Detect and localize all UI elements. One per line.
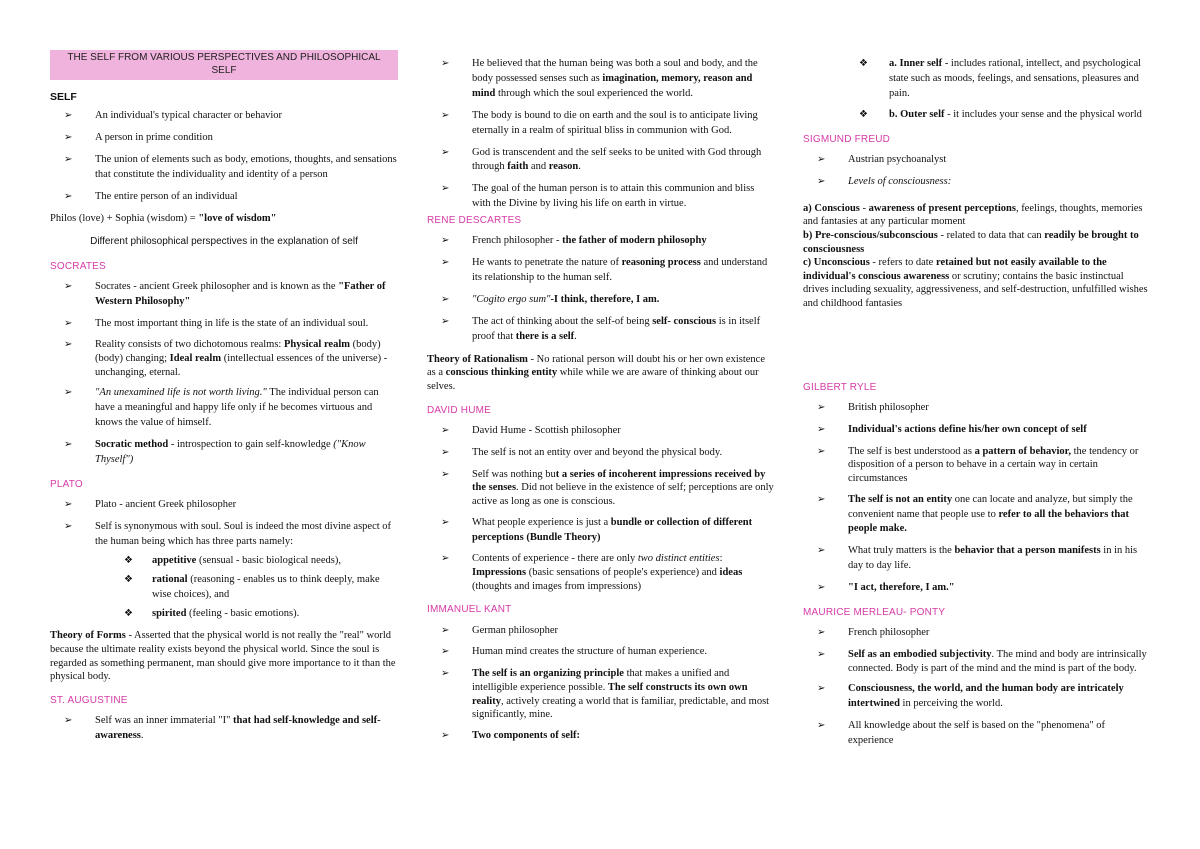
list-item: ➢ The self is not an entity one can locate and analyze, but simply the convenient name that people use to refer to all the behaviors that people make. <box>817 493 1133 535</box>
list-item: ➢ British philosopher <box>803 401 1151 416</box>
socrates-list <box>50 280 398 468</box>
arrow-bullet-icon: ➢ <box>817 423 826 435</box>
arrow-bullet-icon: ➢ <box>64 715 73 727</box>
arrow-bullet-icon: ➢ <box>441 624 450 636</box>
arrow-bullet-icon: ➢ <box>441 294 450 306</box>
list-item: ➢ Consciousness, the world, and the human body are intricately intertwined in perceiving the world. <box>817 683 1124 710</box>
arrow-bullet-icon: ➢ <box>817 493 826 505</box>
column-middle <box>427 57 775 751</box>
arrow-bullet-icon: ➢ <box>441 468 450 480</box>
perspectives-note: Different philosophical perspectives in the explanation of self <box>90 236 358 248</box>
list-item: ➢ What truly matters is the behavior that a person manifests in in his day to day life. <box>817 545 1138 572</box>
diamond-bullet-icon: ❖ <box>859 108 868 120</box>
list-item: ➢ The union of elements such as body, emotions, thoughts, and sensations that constitute the individuality and identity of a person <box>64 153 397 180</box>
diamond-bullet-icon: ❖ <box>124 554 133 566</box>
arrow-bullet-icon: ➢ <box>817 627 826 639</box>
descartes-list <box>427 234 775 344</box>
arrow-bullet-icon: ➢ <box>817 683 826 695</box>
list-item: ➢ Self was an inner immaterial "I" that had self-knowledge and self- awareness. <box>64 715 381 742</box>
list-item: ➢ Reality consists of two dichotomous realms: Physical realm (body) (body) changing; Ideal realm (intellectual essences of the universe) - unchanging, eternal. <box>64 339 388 378</box>
arrow-bullet-icon: ➢ <box>817 445 826 457</box>
arrow-bullet-icon: ➢ <box>64 520 73 532</box>
theory-of-forms: Theory of Forms - Asserted that the physical world is not really the "real" world because the ultimate reality exists beyond the physical world. Since the soul is regarded as something permanent, man should give more importance to it than the physical body. <box>50 630 396 683</box>
list-item: ➢ The self is not an entity over and beyond the physical body. <box>427 446 775 461</box>
document-title: THE SELF FROM VARIOUS PERSPECTIVES AND PHILOSOPHICAL SELF <box>50 50 398 80</box>
list-item: ➢ The most important thing in life is the state of an individual soul. <box>50 317 398 332</box>
diamond-bullet-icon: ❖ <box>859 58 868 69</box>
arrow-bullet-icon: ➢ <box>64 499 73 511</box>
freud-list <box>803 153 1151 190</box>
list-item: ➢ What people experience is just a bundle or collection of different perceptions (Bundle Theory) <box>441 516 753 543</box>
arrow-bullet-icon: ➢ <box>64 439 73 451</box>
list-item: ➢ The act of thinking about the self-of being self- conscious is in itself proof that there is a self. <box>441 315 761 342</box>
arrow-bullet-icon: ➢ <box>441 646 450 658</box>
hume-heading: DAVID HUME <box>427 404 492 416</box>
list-item: ➢ German philosopher <box>427 624 775 639</box>
hume-list <box>427 424 775 593</box>
diamond-bullet-icon: ❖ <box>124 573 133 585</box>
socrates-heading: SOCRATES <box>50 260 106 272</box>
list-item: ➢ An individual's typical character or behavior <box>50 109 398 124</box>
merleau-list <box>803 626 1151 749</box>
self-heading: SELF <box>50 91 77 103</box>
list-item: ➢ All knowledge about the self is based on the "phenomena" of experience <box>817 720 1106 747</box>
spacer <box>803 311 1151 371</box>
descartes-heading: RENE DESCARTES <box>427 215 522 227</box>
arrow-bullet-icon: ➢ <box>441 315 450 327</box>
arrow-bullet-icon: ➢ <box>441 58 450 69</box>
arrow-bullet-icon: ➢ <box>441 516 450 528</box>
list-item: ➢ The body is bound to die on earth and the soul is to anticipate living eternally in a realm of spiritual bliss in communion with God. <box>441 109 758 136</box>
arrow-bullet-icon: ➢ <box>817 649 826 661</box>
consciousness-levels <box>803 202 1151 311</box>
list-item: ❖ spirited (feeling - basic emotions). <box>50 607 398 622</box>
soul-parts-list <box>50 554 398 622</box>
arrow-bullet-icon: ➢ <box>441 553 450 565</box>
preconscious-level: b) Pre-conscious/subconscious - related to data that can readily be brought to consciousness <box>803 229 1139 255</box>
list-item: ➢ Human mind creates the structure of human experience. <box>427 645 775 660</box>
arrow-bullet-icon: ➢ <box>64 339 73 351</box>
augustine-heading: ST. AUGUSTINE <box>50 694 128 706</box>
arrow-bullet-icon: ➢ <box>817 175 826 187</box>
plato-list <box>50 498 398 621</box>
list-item: ➢ Self is synonymous with soul. Soul is indeed the most divine aspect of the human being which has three parts namely: ❖ appetitive (sensual - basic biological needs), ❖ rational (reasoning - enables us to think deeply, make wise choices), and ❖ spirited (feeling - basic emotions). <box>50 520 398 621</box>
arrow-bullet-icon: ➢ <box>817 545 826 557</box>
arrow-bullet-icon: ➢ <box>64 109 73 121</box>
arrow-bullet-icon: ➢ <box>817 582 826 594</box>
kant-heading: IMMANUEL KANT <box>427 604 512 616</box>
list-item: ❖ b. Outer self - it includes your sense and the physical world <box>803 108 1151 123</box>
list-item: ➢ Two components of self: <box>427 729 775 744</box>
list-item: ➢ Austrian psychoanalyst <box>803 153 1151 168</box>
list-item: ➢ The goal of the human person is to attain this communion and bliss with the Divine by living his life on earth in virtue. <box>441 183 755 210</box>
arrow-bullet-icon: ➢ <box>441 424 450 436</box>
ryle-list <box>803 401 1151 596</box>
arrow-bullet-icon: ➢ <box>441 109 450 121</box>
list-item: ➢ The entire person of an individual <box>50 190 398 205</box>
list-item: ➢ He wants to penetrate the nature of reasoning process and understand its relationship to the human self. <box>441 257 768 284</box>
kant-list <box>427 624 775 744</box>
arrow-bullet-icon: ➢ <box>817 153 826 165</box>
list-item: ➢ French philosopher - the father of modern philosophy <box>427 234 775 249</box>
column-right <box>803 57 1151 756</box>
freud-heading: SIGMUND FREUD <box>803 133 891 145</box>
arrow-bullet-icon: ➢ <box>441 183 450 195</box>
list-item: ➢ Contents of experience - there are only two distinct entities: Impressions (basic sensations of people's experience) and ideas (thoughts and images from impressions) <box>441 553 743 592</box>
arrow-bullet-icon: ➢ <box>441 446 450 458</box>
plato-heading: PLATO <box>50 478 83 490</box>
augustine-list-a <box>50 714 398 744</box>
list-item: ❖ rational (reasoning - enables us to think deeply, make wise choices), and <box>124 573 380 600</box>
list-item: ❖ appetitive (sensual - basic biological needs), <box>50 554 398 569</box>
arrow-bullet-icon: ➢ <box>64 190 73 202</box>
list-item: ➢ Self as an embodied subjectivity. The mind and body are intrinsically connected. Body is part of the mind and the mind is part of the body. <box>817 649 1147 674</box>
list-item: ➢ Socratic method - introspection to gain self-knowledge ("Know Thyself") <box>64 439 366 465</box>
arrow-bullet-icon: ➢ <box>817 720 826 732</box>
diamond-bullet-icon: ❖ <box>124 607 133 619</box>
arrow-bullet-icon: ➢ <box>441 235 450 247</box>
list-item: ➢ A person in prime condition <box>50 131 398 146</box>
list-item: ➢ Self was nothing but a series of incoherent impressions received by the senses. Did not believe in the existence of self; perceptions are only active as long as one is conscious. <box>441 468 774 507</box>
arrow-bullet-icon: ➢ <box>64 153 73 165</box>
list-item: ➢ The self is best understood as a pattern of behavior, the tendency or disposition of a person to behave in a certain way in certain circumstances <box>817 445 1139 485</box>
list-item: ❖ a. Inner self - includes rational, intellect, and psychological state such as moods, feelings, and sensations, pleasures and pain. <box>859 58 1142 99</box>
arrow-bullet-icon: ➢ <box>64 280 73 292</box>
unconscious-level: c) Unconscious - refers to date retained but not easily available to the individual's conscious awareness or scrutiny; contains the basic instinctual drives including sexuality, aggressiveness, and self-destruction, unfulfilled wishes and childhood fantasies <box>803 257 1148 310</box>
arrow-bullet-icon: ➢ <box>64 387 73 399</box>
list-item: ➢ He believed that the human being was both a soul and body, and the body possessed senses such as imagination, memory, reason and mind through which the soul experienced the world. <box>441 58 758 99</box>
arrow-bullet-icon: ➢ <box>817 401 826 413</box>
list-item: ➢ Levels of consciousness: <box>803 175 1151 190</box>
self-components-list <box>803 57 1151 123</box>
theory-of-rationalism: Theory of Rationalism - No rational person will doubt his or her own existence as a conscious thinking entity while while we are aware of thinking about our selves. <box>427 353 765 393</box>
list-item: ➢ French philosopher <box>803 626 1151 641</box>
list-item: ➢ "I act, therefore, I am." <box>803 581 1151 596</box>
list-item: ➢ God is transcendent and the self seeks to be united with God through through faith and reason. <box>441 146 762 173</box>
arrow-bullet-icon: ➢ <box>64 317 73 329</box>
arrow-bullet-icon: ➢ <box>64 131 73 143</box>
philos-definition: Philos (love) + Sophia (wisdom) = "love of wisdom" <box>50 213 277 225</box>
list-item: ➢ Individual's actions define his/her own concept of self <box>803 423 1151 438</box>
arrow-bullet-icon: ➢ <box>441 729 450 741</box>
self-list <box>50 109 398 205</box>
list-item: ➢ David Hume - Scottish philosopher <box>427 424 775 439</box>
augustine-list-b <box>427 57 775 212</box>
merleau-heading: MAURICE MERLEAU- PONTY <box>803 607 946 619</box>
column-left <box>50 50 398 751</box>
list-item: ➢ Plato - ancient Greek philosopher <box>50 498 398 513</box>
list-item: ➢ Socrates - ancient Greek philosopher and is known as the "Father of Western Philosophy" <box>64 280 386 307</box>
arrow-bullet-icon: ➢ <box>441 257 450 269</box>
list-item: ➢ "An unexamined life is not worth living." The individual person can have a meaningful and happy life only if he becomes virtuous and knows the value of himself. <box>64 387 379 429</box>
arrow-bullet-icon: ➢ <box>441 668 450 680</box>
conscious-level: a) Conscious - awareness of present perceptions, feelings, thoughts, memories and fantasies at any particular moment <box>803 202 1143 228</box>
list-item: ➢ The self is an organizing principle that makes a unified and intelligible experience possible. The self constructs its own own reality, actively creating a world that is familiar, predictable, and most significantly, mine. <box>441 668 770 721</box>
list-item: ➢ "Cogito ergo sum"-I think, therefore, I am. <box>427 293 775 308</box>
arrow-bullet-icon: ➢ <box>441 146 450 158</box>
ryle-heading: GILBERT RYLE <box>803 381 877 393</box>
